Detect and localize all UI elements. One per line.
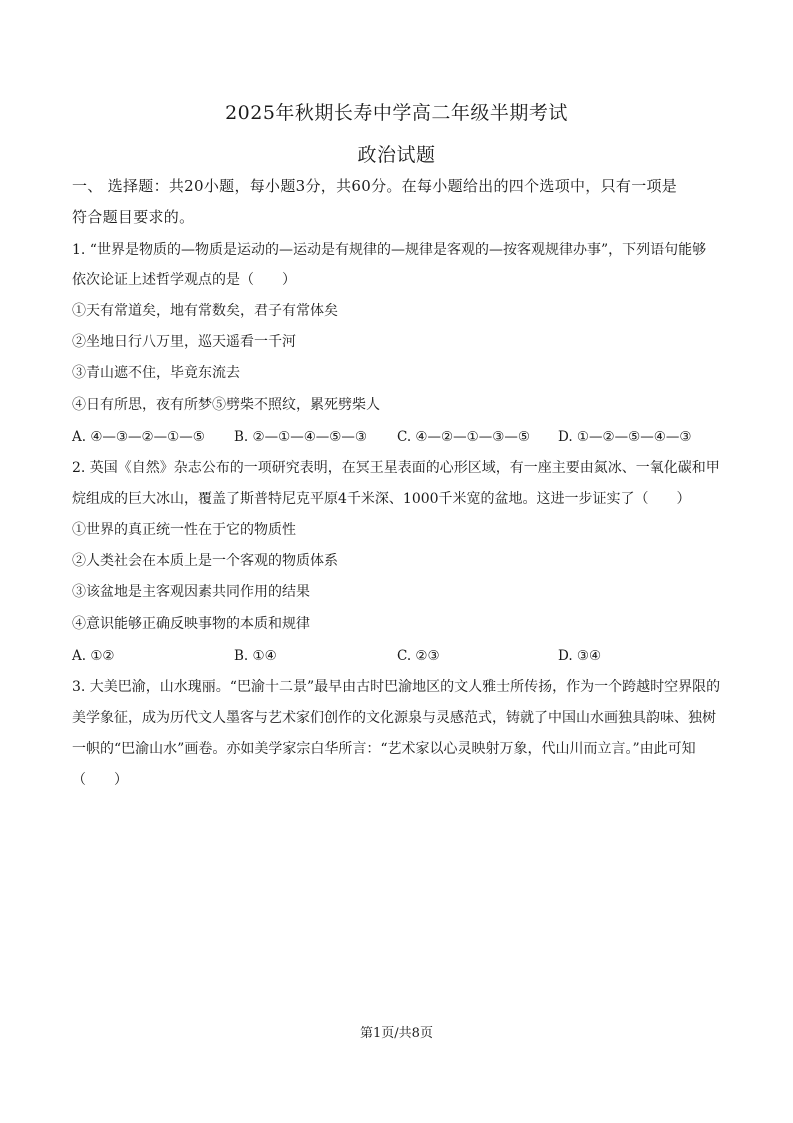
exam-subject: 政治试题 [357,144,436,166]
question-2-statement-2: ②人类社会在本质上是一个客观的物质体系 [72,553,338,569]
question-1-statement-2: ②坐地日行八万里，巡天遥看一千河 [72,334,296,350]
question-2-stem: 2. 英国《自然》杂志公布的一项研究表明，在冥王星表面的心形区域，有一座主要由氮冰、一氧化碳和甲 [72,460,720,476]
question-1-option-a: A. ④—③—②—①—⑤ [72,429,205,445]
question-2-statement-3: ③该盆地是主客观因素共同作用的结果 [72,584,310,600]
question-2-option-d: D. ③④ [558,648,602,664]
question-2-statement-1: ①世界的真正统一性在于它的物质性 [72,522,296,538]
exam-title: 2025年秋期长寿中学高二年级半期考试 [225,102,568,124]
question-1-option-b: B. ②—①—④—⑤—③ [234,429,368,445]
question-2-option-c: C. ②③ [397,648,440,664]
question-2-option-a: A. ①② [72,648,115,664]
question-1-option-d: D. ①—②—⑤—④—③ [558,429,692,445]
question-1-statement-4: ④日有所思，夜有所梦⑤劈柴不照纹，累死劈柴人 [72,397,380,413]
question-2-statement-4: ④意识能够正确反映事物的本质和规律 [72,616,310,632]
section-heading-continued: 符合题目要求的。 [72,208,195,226]
question-3-answer-bracket: （ ） [72,772,128,788]
question-1-stem-continued: 依次论证上述哲学观点的是（ ） [72,272,296,288]
question-1-stem: 1. “世界是物质的—物质是运动的—运动是有规律的—规律是客观的—按客观规律办事”，下列语句能够 [72,242,707,258]
section-heading: 一、 选择题：共20小题，每小题3分，共60分。在每小题给出的四个选项中，只有一项是 [72,177,678,195]
question-1-statement-1: ①天有常道矣，地有常数矣，君子有常体矣 [72,303,338,319]
question-2-stem-continued: 烷组成的巨大冰山，覆盖了斯普特尼克平原4千米深、1000千米宽的盆地。这进一步证实了（ ） [72,491,691,507]
question-3-stem: 3. 大美巴渝，山水瑰丽。“巴渝十二景”最早由古时巴渝地区的文人雅士所传扬，作为一个跨越时空界限的 [72,679,721,695]
question-3-stem-continued-1: 美学象征，成为历代文人墨客与艺术家们创作的文化源泉与灵感范式，铸就了中国山水画独具韵味、独树 [72,710,716,726]
question-3-stem-continued-2: 一帜的“巴渝山水”画卷。亦如美学家宗白华所言：“艺术家以心灵映射万象，代山川而立言。”由此可知 [72,741,696,757]
question-1-statement-3: ③青山遮不住，毕竟东流去 [72,365,240,381]
question-1-option-c: C. ④—②—①—③—⑤ [397,429,530,445]
page-number: 第1页/共8页 [360,1026,433,1041]
question-2-option-b: B. ①④ [234,648,277,664]
